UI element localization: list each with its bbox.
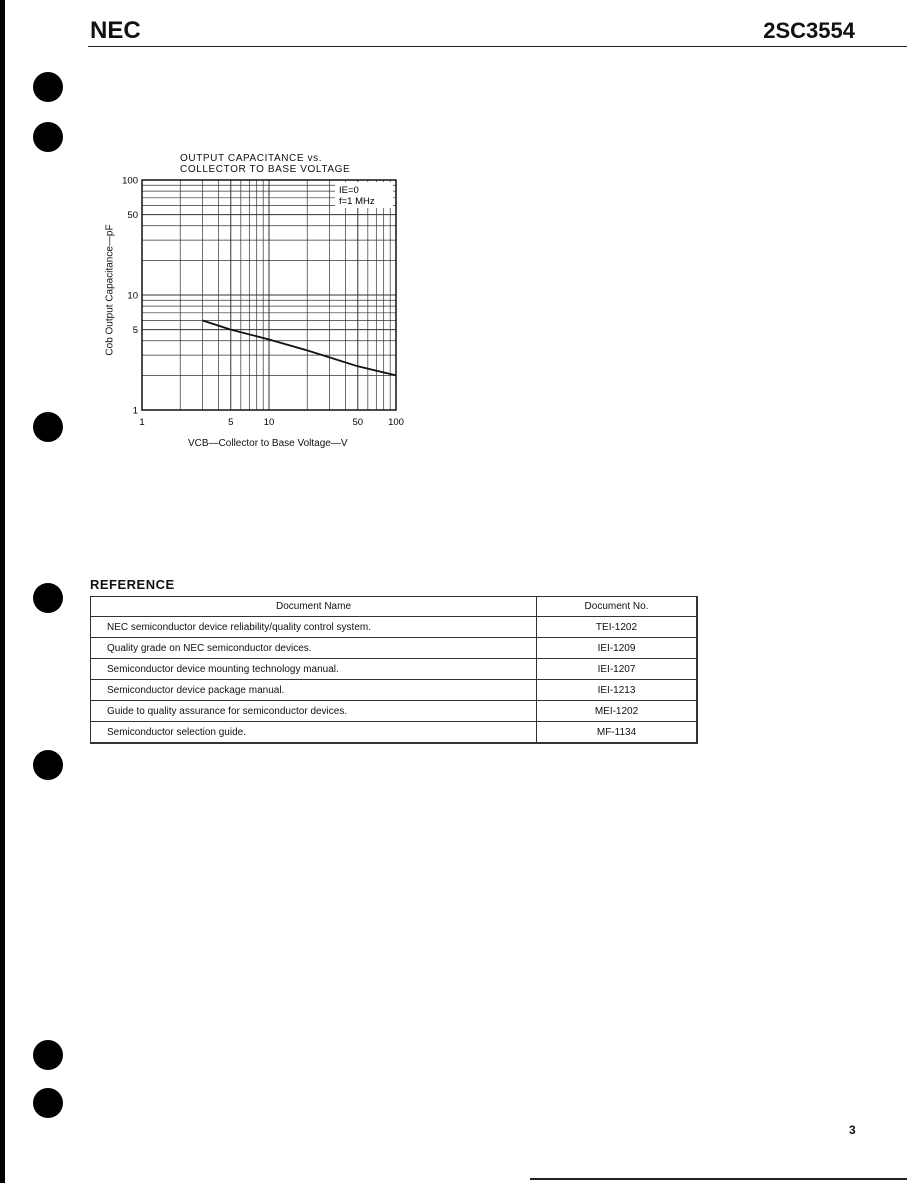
y-tick-label: 100 [122,175,138,187]
y-axis-label: Cob Output Capacitance—pF [104,224,116,356]
header-rule [88,46,907,47]
document-name: Semiconductor device package manual. [91,680,537,701]
document-number: MEI-1202 [537,701,698,722]
table-row [91,701,698,722]
brand-logo: NEC [90,17,141,44]
column-header-document-no: Document No. [537,597,698,617]
document-name: Quality grade on NEC semiconductor devices. [91,638,537,659]
cob-curve [203,321,396,376]
chart-title-line2: COLLECTOR TO BASE VOLTAGE [180,164,351,175]
table-row [91,659,698,680]
chart-title-line1: OUTPUT CAPACITANCE vs. [180,153,323,164]
page-number: 3 [849,1123,856,1137]
part-number: 2SC3554 [763,18,855,43]
x-tick-label: 10 [263,417,275,428]
x-tick-label: 50 [352,417,364,428]
capacitance-chart [95,170,415,438]
punch-hole [33,583,63,613]
punch-hole [33,750,63,780]
document-number: IEI-1207 [537,659,698,680]
x-tick-label: 1 [139,417,145,428]
punch-hole [33,412,63,442]
reference-heading: REFERENCE [90,577,175,592]
punch-hole [33,72,63,102]
punch-hole [33,1088,63,1118]
document-number: MF-1134 [537,722,698,744]
column-header-document-name: Document Name [91,597,537,617]
x-axis-label: VCB—Collector to Base Voltage—V [188,438,348,449]
document-number: TEI-1202 [537,617,698,638]
y-tick-label: 1 [132,405,138,417]
document-name: Semiconductor device mounting technology manual. [91,659,537,680]
y-tick-label: 50 [127,210,138,222]
punch-hole [33,1040,63,1070]
left-binding-bar [0,0,5,1183]
x-tick-label: 5 [228,417,234,428]
document-name: Semiconductor selection guide. [91,722,537,744]
punch-hole [33,122,63,152]
document-number: IEI-1209 [537,638,698,659]
condition-freq: f=1 MHz [339,196,375,207]
table-row [91,680,698,701]
y-tick-label: 10 [127,290,138,302]
table-row [91,638,698,659]
reference-table [90,596,698,744]
bottom-rule [530,1178,907,1180]
y-tick-label: 5 [132,325,138,337]
condition-ie: IE=0 [339,185,359,196]
chart-grid [142,180,396,410]
document-name: Guide to quality assurance for semiconductor devices. [91,701,537,722]
x-tick-label: 100 [388,417,404,428]
document-name: NEC semiconductor device reliability/quality control system. [91,617,537,638]
document-number: IEI-1213 [537,680,698,701]
table-row [91,722,698,744]
table-row [91,617,698,638]
reference-header-row [91,597,698,617]
